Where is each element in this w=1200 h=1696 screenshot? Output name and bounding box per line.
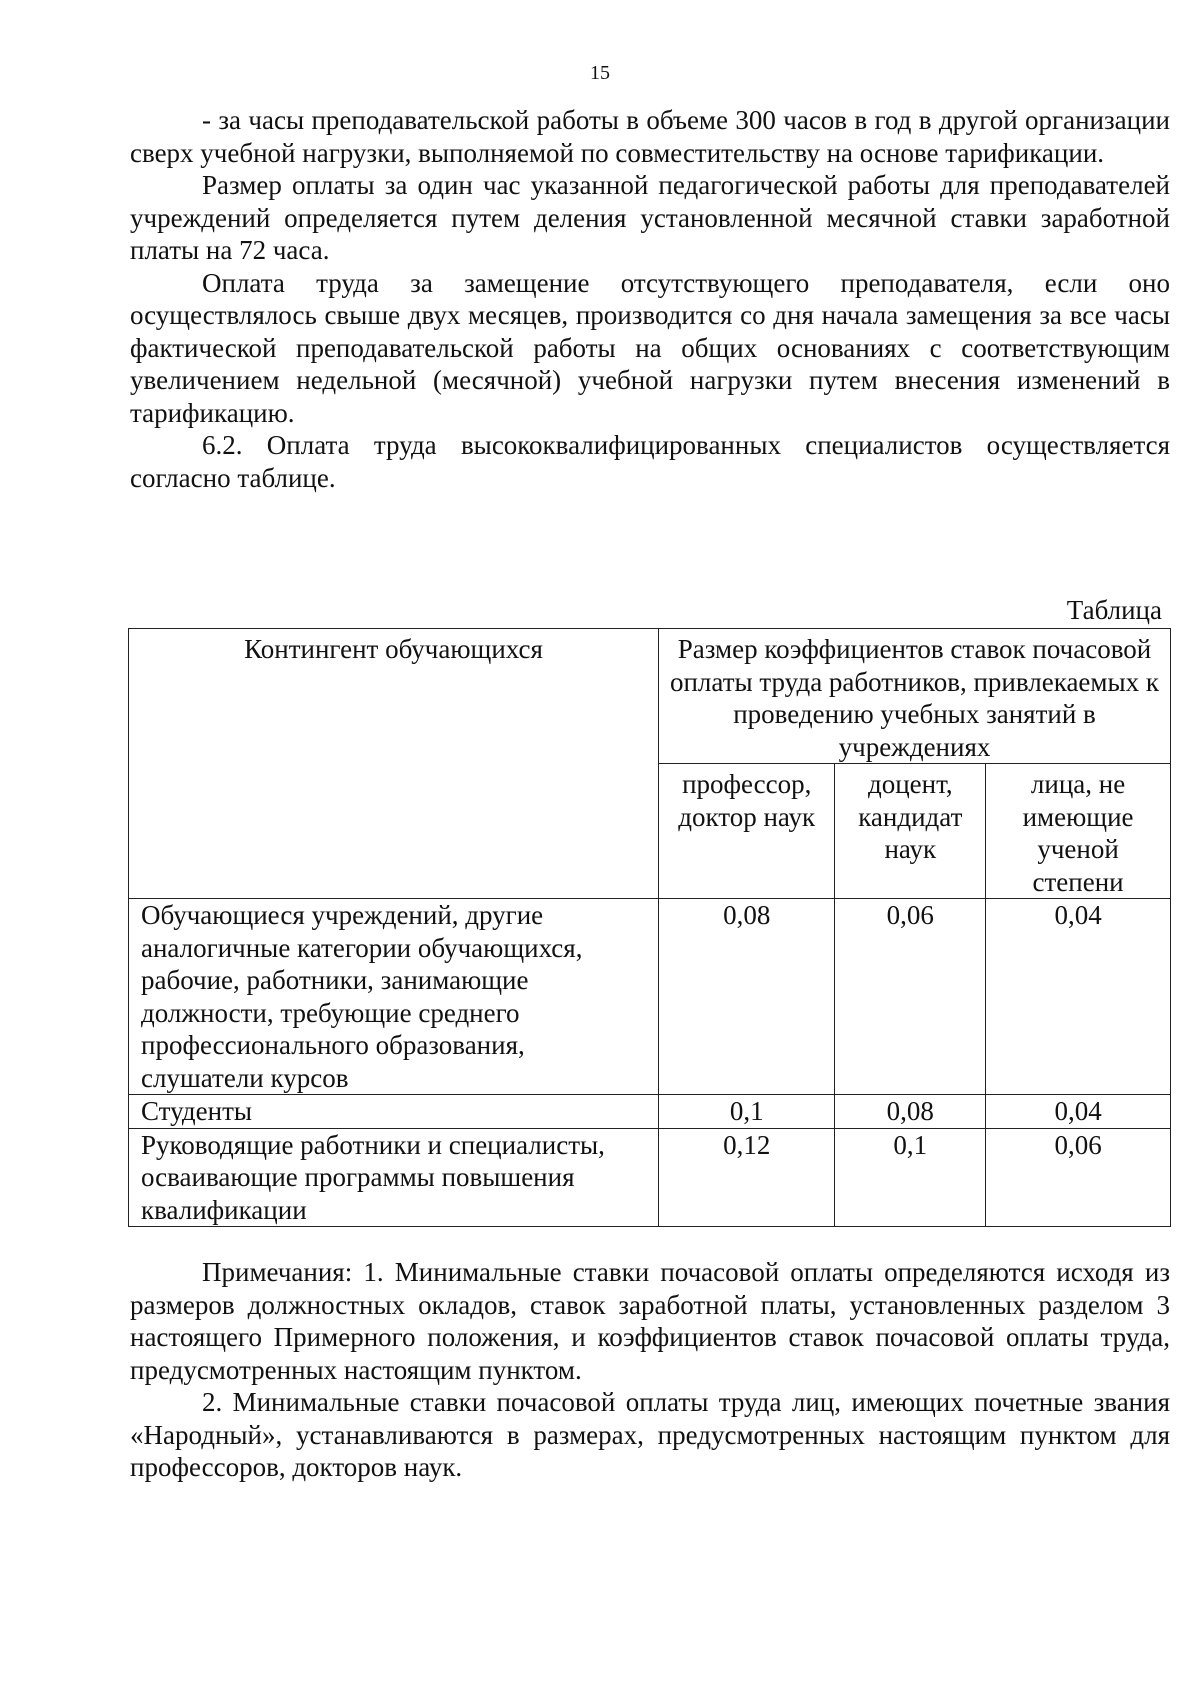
paragraph: - за часы преподавательской работы в объеме 300 часов в год в другой организации сверх учебной нагрузки, выполняемой по совместительству на основе тарификации.: [130, 105, 1170, 168]
cell-value: 0,08: [659, 899, 835, 1095]
page-number: 15: [590, 62, 610, 84]
intro-text: [130, 104, 1170, 494]
cell-value: 0,1: [659, 1095, 835, 1129]
paragraph: Размер оплаты за один час указанной педагогической работы для преподавателей учреждений определяется путем деления установленной месячной ставки заработной платы на 72 часа.: [130, 170, 1170, 265]
header-contingent: Контингент обучающихся: [129, 629, 659, 899]
subheader-docent: доцент, кандидат наук: [835, 764, 986, 899]
cell-value: 0,08: [835, 1095, 986, 1129]
paragraph: Оплата труда за замещение отсутствующего преподавателя, если оно осуществлялось свыше двух месяцев, производится со дня начала замещения за все часы фактической преподавательской работы на общих основаниях с соответствующим увеличением недельной (месячной) учебной нагрузки путем внесения изменений в тарификацию.: [130, 267, 1170, 428]
header-coefficient-size: Размер коэффициентов ставок почасовой оплаты труда работников, привлекаемых к проведению учебных занятий в учреждениях: [659, 629, 1171, 764]
coefficient-table: [128, 628, 1171, 1227]
paragraph: 6.2. Оплата труда высококвалифицированных специалистов осуществляется согласно таблице.: [130, 430, 1170, 493]
subheader-professor: профессор, доктор наук: [659, 764, 835, 899]
row-label: Студенты: [129, 1095, 659, 1129]
table-row: [129, 1128, 1171, 1227]
table-header-row: [129, 629, 1171, 764]
cell-value: 0,04: [986, 899, 1171, 1095]
row-label: Обучающиеся учреждений, другие аналогичные категории обучающихся, рабочие, работники, занимающие должности, требующие среднего профессионального образования, слушатели курсов: [129, 899, 659, 1095]
table-caption: Таблица: [1066, 595, 1162, 625]
cell-value: 0,1: [835, 1128, 986, 1227]
subheader-no-degree: лица, не имеющие ученой степени: [986, 764, 1171, 899]
cell-value: 0,12: [659, 1128, 835, 1227]
note-paragraph: 2. Минимальные ставки почасовой оплаты труда лиц, имеющих почетные звания «Народный», устанавливаются в размерах, предусмотренных настоящим пунктом для профессоров, докторов наук.: [130, 1387, 1170, 1482]
table-row: [129, 899, 1171, 1095]
table-row: [129, 1095, 1171, 1129]
note-paragraph: Примечания: 1. Минимальные ставки почасовой оплаты определяются исходя из размеров должностных окладов, ставок заработной платы, установленных разделом 3 настоящего Примерного положения, и коэффициентов ставок почасовой оплаты труда, предусмотренных настоящим пунктом.: [130, 1257, 1170, 1385]
cell-value: 0,06: [835, 899, 986, 1095]
cell-value: 0,04: [986, 1095, 1171, 1129]
notes: [130, 1256, 1170, 1484]
cell-value: 0,06: [986, 1128, 1171, 1227]
row-label: Руководящие работники и специалисты, осваивающие программы повышения квалификации: [129, 1128, 659, 1227]
